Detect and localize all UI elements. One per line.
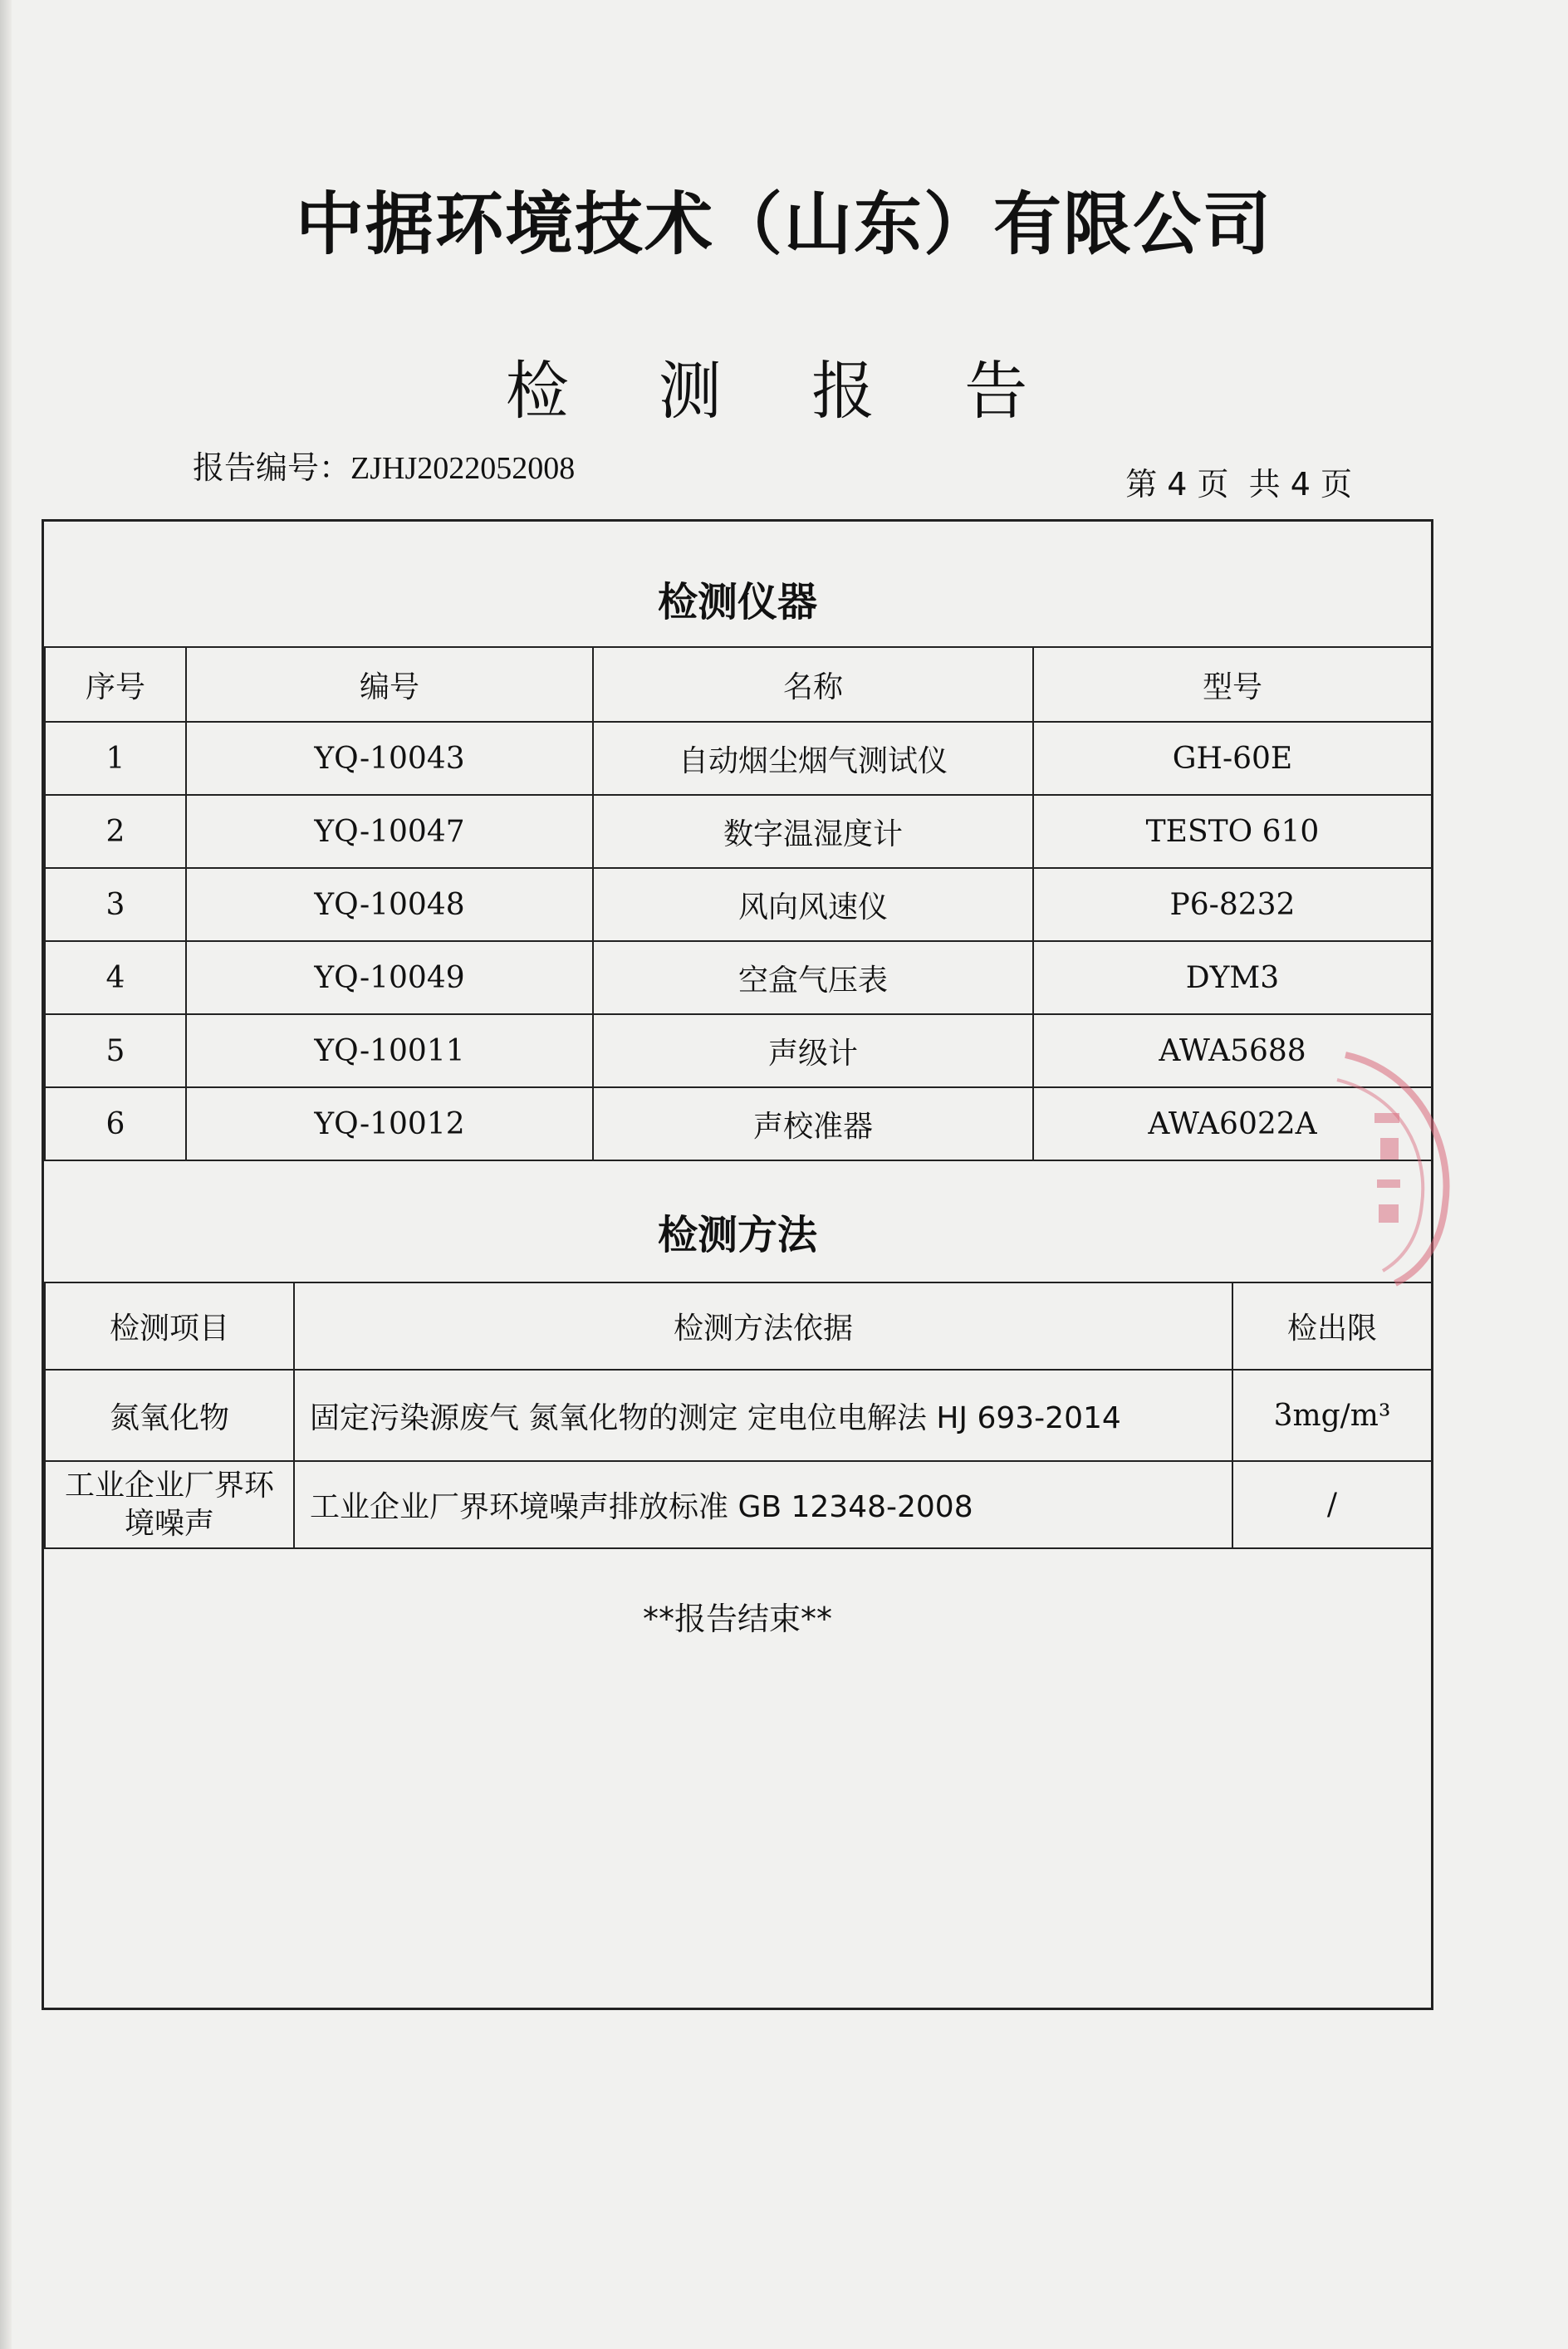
method-basis: 工业企业厂界环境噪声排放标准 GB 12348-2008 [294, 1461, 1232, 1548]
methods-header-row [45, 1282, 1432, 1370]
instruments-table [44, 646, 1433, 1161]
col-header-name: 名称 [593, 647, 1033, 722]
row-name: 风向风速仪 [593, 868, 1033, 941]
row-id: YQ-10012 [186, 1087, 593, 1160]
row-id: YQ-10047 [186, 795, 593, 868]
row-no: 4 [45, 941, 186, 1014]
table-row [45, 1461, 1432, 1548]
row-model: GH-60E [1033, 722, 1432, 795]
page-current: 第 4 页 [1125, 466, 1229, 503]
row-name: 数字温湿度计 [593, 795, 1033, 868]
method-basis: 固定污染源废气 氮氧化物的测定 定电位电解法 HJ 693-2014 [294, 1370, 1232, 1461]
row-id: YQ-10048 [186, 868, 593, 941]
col-header-basis: 检测方法依据 [294, 1282, 1232, 1370]
report-number-value: ZJHJ2022052008 [350, 451, 576, 486]
row-no: 3 [45, 868, 186, 941]
page-total: 共 4 页 [1248, 466, 1352, 503]
row-name: 声级计 [593, 1014, 1033, 1087]
instruments-title: 检测仪器 [657, 579, 817, 625]
methods-table [44, 1282, 1433, 1549]
row-model: AWA6022A [1033, 1087, 1432, 1160]
col-header-item: 检测项目 [45, 1282, 294, 1370]
col-header-model: 型号 [1033, 647, 1432, 722]
method-item: 工业企业厂界环境噪声 [45, 1461, 294, 1548]
table-row [45, 868, 1432, 941]
col-header-limit: 检出限 [1232, 1282, 1432, 1370]
row-no: 1 [45, 722, 186, 795]
row-no: 6 [45, 1087, 186, 1160]
report-end-mark: **报告结束** [642, 1601, 832, 1637]
report-frame [42, 519, 1433, 2010]
table-row [45, 795, 1432, 868]
table-row [45, 941, 1432, 1014]
row-id: YQ-10011 [186, 1014, 593, 1087]
table-row [45, 1087, 1432, 1160]
row-name: 声校准器 [593, 1087, 1033, 1160]
row-name: 自动烟尘烟气测试仪 [593, 722, 1033, 795]
page-number [1120, 459, 1357, 504]
method-limit: / [1232, 1461, 1432, 1548]
report-title: 检 测 报 告 [505, 354, 1063, 428]
instruments-header-row [45, 647, 1432, 722]
table-row [45, 1370, 1432, 1461]
row-no: 2 [45, 795, 186, 868]
row-model: AWA5688 [1033, 1014, 1432, 1087]
table-row [45, 722, 1432, 795]
row-id: YQ-10049 [186, 941, 593, 1014]
row-name: 空盒气压表 [593, 941, 1033, 1014]
row-model: P6-8232 [1033, 868, 1432, 941]
report-number-label: 报告编号： [193, 449, 351, 486]
row-model: DYM3 [1033, 941, 1432, 1014]
company-name: 中据环境技术（山东）有限公司 [295, 185, 1272, 264]
method-item: 氮氧化物 [45, 1370, 294, 1461]
table-row [45, 1014, 1432, 1087]
method-limit: 3mg/m³ [1232, 1370, 1432, 1461]
report-number [193, 442, 575, 488]
col-header-id: 编号 [186, 647, 593, 722]
methods-title: 检测方法 [657, 1212, 817, 1258]
col-header-no: 序号 [45, 647, 186, 722]
row-id: YQ-10043 [186, 722, 593, 795]
row-no: 5 [45, 1014, 186, 1087]
row-model: TESTO 610 [1033, 795, 1432, 868]
